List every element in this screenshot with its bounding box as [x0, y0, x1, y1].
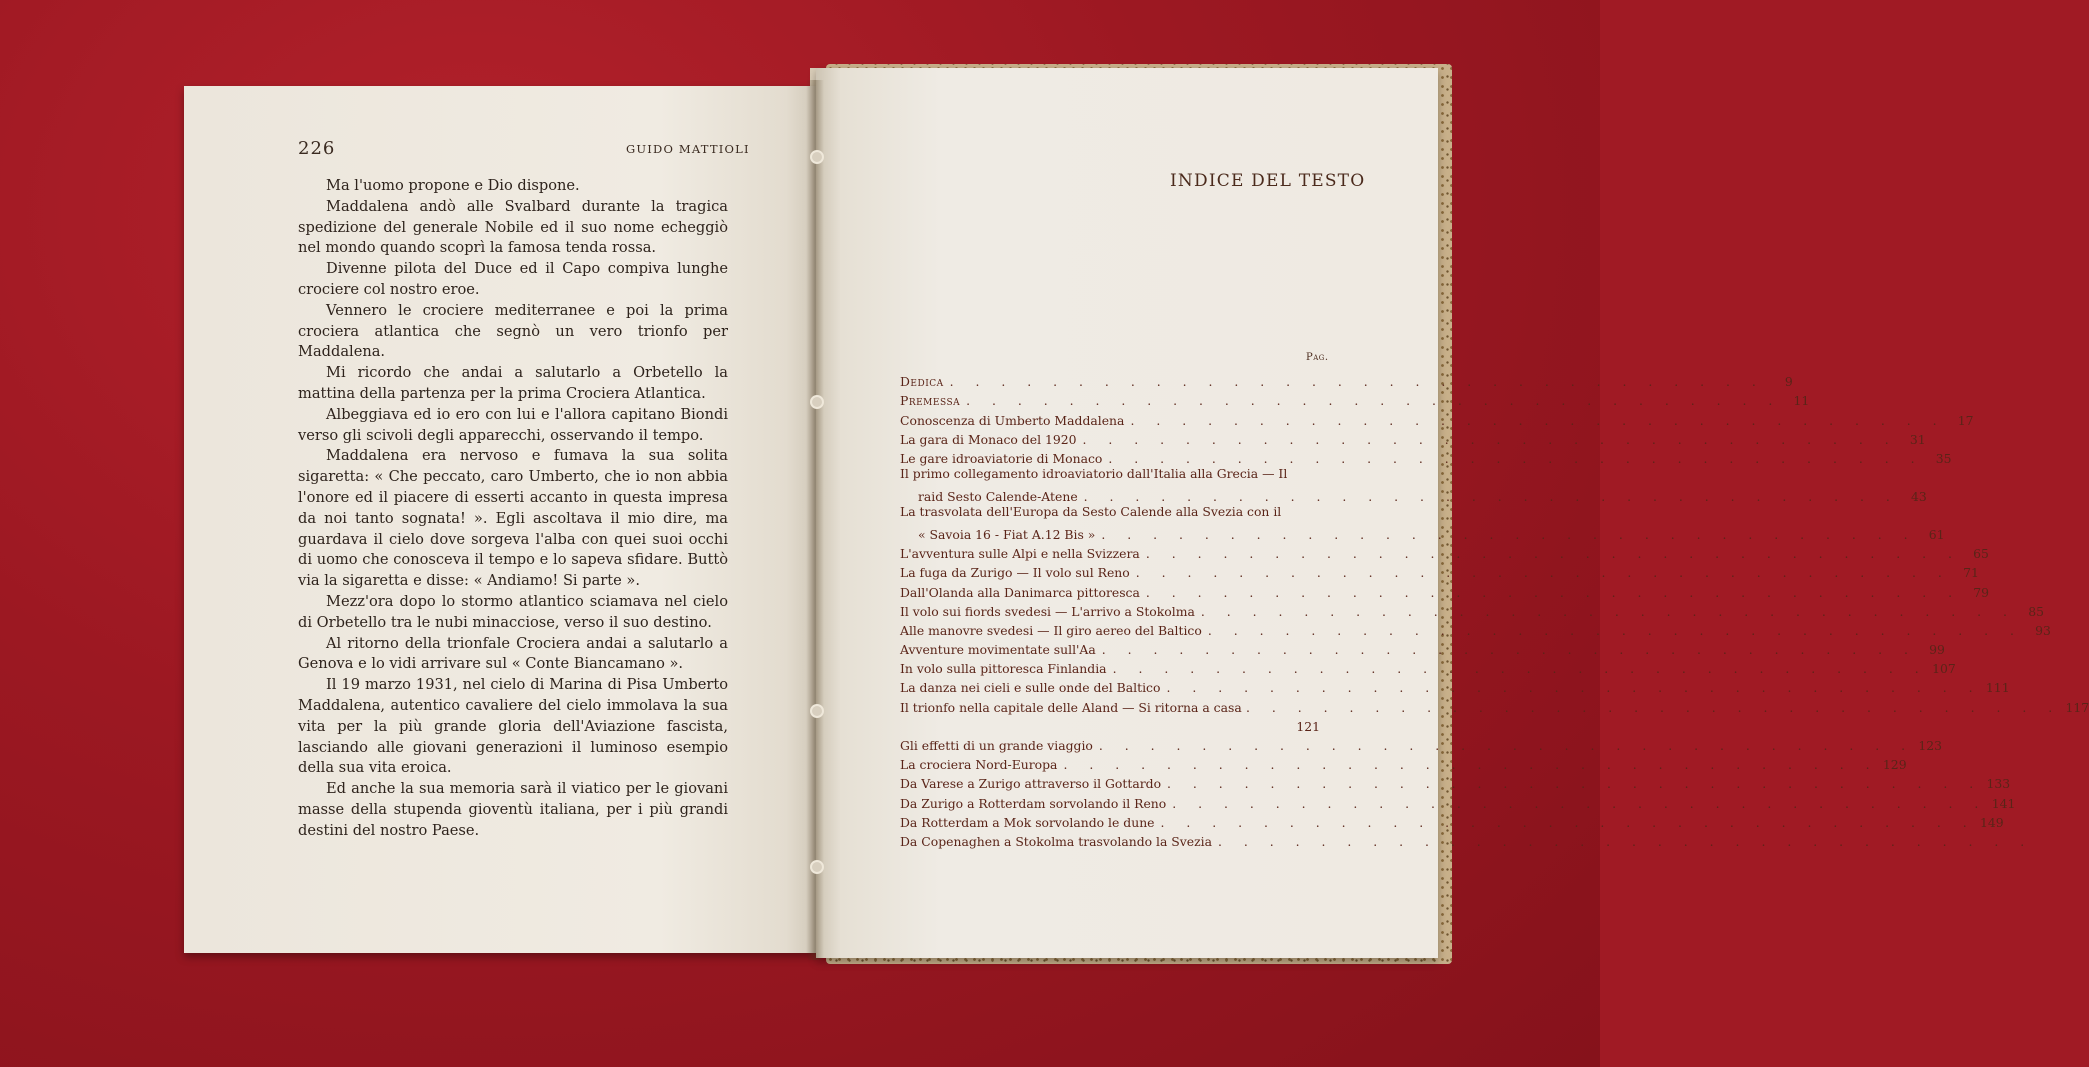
- toc-entry: [900, 811, 2004, 830]
- toc-entry-title: Da Rotterdam a Mok sorvolando le dune: [900, 814, 1155, 830]
- toc-leader-dots: . . . . . . . . . . . . . . . . . . . . . . . . . . . . . . . .: [1246, 699, 2062, 715]
- toc-leader-dots: . . . . . . . . . . . . . . . . . . . . . . . . . . . . . . . .: [1145, 546, 1961, 562]
- toc-leader-dots: . . . . . . . . . . . . . . . . . . . . . . . . . . . . . . . .: [1166, 680, 1982, 696]
- paragraph: Ma l'uomo propone e Dio dispone.: [326, 177, 580, 194]
- toc-entry: [900, 791, 2016, 811]
- toc-entry-title: Dall'Olanda alla Danimarca pittoresca: [900, 584, 1140, 600]
- toc-entry-page: 71: [1963, 565, 1979, 581]
- toc-leader-dots: . . . . . . . . . . . . . . . . . . . . . . . . . . . . . . . .: [1098, 738, 1915, 753]
- toc-entry-page: 111: [1985, 680, 2010, 696]
- toc-entry-title: Dedica: [900, 374, 944, 390]
- binding-stitch: [810, 395, 824, 409]
- toc-leader-dots: . . . . . . . . . . . . . . . . . . . . . . . . . . . . . . . .: [1082, 431, 1898, 447]
- paragraph: Divenne pilota del Duce ed il Capo compiva lunghe crociere col nostro eroe.: [298, 260, 728, 298]
- toc-entry-title: La gara di Monaco del 1920: [900, 431, 1077, 447]
- toc-entry-title: Il trionfo nella capitale delle Aland — Si ritorna a casa: [900, 699, 1242, 715]
- toc-entry: [900, 657, 1956, 677]
- toc-entry-title: Avventure movimentate sull'Aa: [900, 642, 1096, 658]
- toc-leader-dots: . . . . . . . . . . . . . . . . . . . . . . . . . . . . . . . .: [1112, 661, 1928, 677]
- paragraph: Il 19 marzo 1931, nel cielo di Marina di Pisa Umberto Maddalena, autentico cavaliere del cielo immolava la sua vita per la più grande gloria dell'Aviazione fascista, lasciando alle giovani generazioni il luminoso esempio della sua vita eroica.: [298, 676, 728, 777]
- toc-entry-page: 123: [1918, 738, 1943, 753]
- toc-entry-title: La trasvolata dell'Europa da Sesto Calende alla Svezia con il: [900, 503, 1282, 519]
- toc-entry: [900, 561, 1979, 581]
- toc-entry-page: 129: [1882, 757, 1907, 773]
- toc-entry: [900, 676, 2010, 696]
- binding-stitch: [810, 704, 824, 718]
- binding-stitch: [810, 860, 824, 874]
- toc-entry: [900, 753, 1907, 773]
- toc-entry-page: 121: [1296, 718, 1320, 734]
- paragraph: Maddalena era nervoso e fumava la sua solita sigaretta: « Che peccato, caro Umberto, che io non abbia l'onore ed il piacere di esserti accanto in questa impresa da noi tanto sognata! ». Egli ascoltava il mio dire, ma guardava il cielo dove sorgeva l'alba con quei suoi occhi di uomo che conosceva il tempo e lo sapeva sfidare. Buttò via la sigaretta e disse: « Andiamo! Si parte ».: [298, 447, 728, 590]
- toc-leader-dots: . . . . . . . . . . . . . . . . . . . . . . . . . . . . . . . .: [1135, 565, 1951, 581]
- toc-entry: [900, 542, 1989, 562]
- paragraph: Al ritorno della trionfale Crociera andai a salutarlo a Genova e lo vidi arrivare sul « Conte Biancamano ».: [298, 634, 728, 673]
- toc-entry: [900, 638, 1945, 658]
- toc-entry: [900, 772, 2011, 792]
- toc-entry-title: La crociera Nord-Europa: [900, 757, 1058, 773]
- toc-entry-title: Da Copenaghen a Stokolma trasvolando la Svezia: [900, 833, 1213, 849]
- toc-entry-page: 133: [1986, 776, 2011, 792]
- table-of-contents: [900, 370, 2089, 849]
- toc-leader-dots: . . . . . . . . . . . . . . . . . . . . . . . . . . . . . . . .: [1160, 814, 1976, 830]
- toc-entry: [900, 734, 1943, 753]
- toc-entry-page: 93: [2035, 622, 2051, 638]
- toc-entry-page: 141: [1991, 795, 2016, 811]
- toc-entry-title: La fuga da Zurigo — Il volo sul Reno: [900, 565, 1130, 581]
- toc-entry: [900, 715, 1320, 734]
- toc-leader-dots: . . . . . . . . . . . . . . . . . . . . . . . . . . . . . . . .: [1145, 584, 1962, 600]
- running-header-author: GUIDO MATTIOLI: [626, 142, 750, 156]
- toc-entry: [900, 830, 2034, 849]
- toc-leader-dots: . . . . . . . . . . . . . . . . . . . . . . . . . . . . . . . .: [949, 374, 1765, 390]
- toc-entry-title-cont: « Savoia 16 - Fiat A.12 Bis »: [918, 526, 1096, 542]
- toc-entry-title: L'avventura sulle Alpi e nella Svizzera: [900, 546, 1140, 562]
- toc-page-column-label: Pag.: [1306, 352, 1329, 363]
- toc-entry-page: 149: [1980, 814, 2004, 830]
- toc-entry-page: 9: [1784, 374, 1793, 390]
- toc-title: INDICE DEL TESTO: [1170, 171, 1366, 191]
- toc-entry-page: 35: [1935, 450, 1952, 466]
- toc-entry-page: 65: [1973, 546, 1989, 562]
- toc-leader-dots: . . . . . . . . . . . . . . . . . . . . . . . . . . . . . . . .: [1200, 603, 2016, 619]
- toc-leader-dots: . . . . . . . . . . . . . . . . . . . . . . . . . . . . . . . .: [1083, 488, 1899, 504]
- toc-entry-title: Alle manovre svedesi — Il giro aereo del Baltico: [900, 622, 1202, 638]
- paragraph: Albeggiava ed io ero con lui e l'allora capitano Biondi verso gli scivoli degli apparecchi, osservando il tempo.: [298, 405, 728, 444]
- toc-entry-page: 117: [2065, 699, 2089, 715]
- toc-leader-dots: . . . . . . . . . . . . . . . . . . . . . . . . . . . . . . . .: [1130, 412, 1946, 428]
- toc-entry: [900, 695, 2089, 715]
- toc-entry-title: Conoscenza di Umberto Maddalena: [900, 412, 1125, 428]
- toc-leader-dots: . . . . . . . . . . . . . . . . . . . . . . . . . . . . . . . .: [966, 393, 1782, 409]
- paragraph: Mi ricordo che andai a salutarlo a Orbetello la mattina della partenza per la prima Crociera Atlantica.: [298, 364, 728, 402]
- toc-entry: [900, 465, 1927, 504]
- toc-entry-page: 85: [2028, 603, 2044, 619]
- toc-entry-page: 43: [1911, 488, 1927, 504]
- toc-entry-page: 61: [1928, 526, 1945, 542]
- book-gutter: [806, 80, 824, 960]
- toc-entry-title: Premessa: [900, 393, 961, 409]
- toc-entry-title: Le gare idroaviatorie di Monaco: [900, 450, 1103, 466]
- toc-entry-title: Gli effetti di un grande viaggio: [900, 738, 1093, 753]
- toc-leader-dots: . . . . . . . . . . . . . . . . . . . . . . . . . . . . . . . .: [1108, 450, 1924, 466]
- toc-entry: [900, 428, 1926, 447]
- toc-entry-page: 99: [1929, 642, 1945, 658]
- left-page-body-text: [298, 176, 728, 842]
- toc-leader-dots: . . . . . . . . . . . . . . . . . . . . . . . . . . . . . . . .: [1063, 757, 1879, 773]
- paragraph: Maddalena andò alle Svalbard durante la tragica spedizione del generale Nobile ed il suo nome echeggiò nel mondo quando scoprì la famosa tenda rossa.: [298, 197, 728, 257]
- paragraph: Mezz'ora dopo lo stormo atlantico sciamava nel cielo di Orbetello tra le nubi minacciose, verso il suo destino.: [298, 592, 728, 631]
- paragraph: Vennero le crociere mediterranee e poi la prima crociera atlantica che segnò un vero trionfo per Maddalena.: [298, 301, 728, 361]
- toc-leader-dots: . . . . . . . . . . . . . . . . . . . . . . . . . . . . . . . .: [1101, 642, 1917, 658]
- toc-entry: [900, 370, 1793, 390]
- toc-entry-page: 79: [1973, 584, 1990, 600]
- toc-entry-page: 11: [1793, 393, 1810, 409]
- toc-entry-title: Da Zurigo a Rotterdam sorvolando il Reno: [900, 795, 1167, 811]
- toc-entry: [900, 447, 1952, 466]
- toc-entry-title-cont: raid Sesto Calende-Atene: [918, 488, 1078, 504]
- toc-entry: [900, 389, 1810, 409]
- paragraph: Ed anche la sua memoria sarà il viatico per le giovani masse della stupenda gioventù italiana, per i più grandi destini del nostro Paese.: [298, 780, 728, 839]
- toc-entry: [900, 619, 2051, 638]
- toc-entry-title: In volo sulla pittoresca Finlandia: [900, 661, 1107, 677]
- toc-leader-dots: . . . . . . . . . . . . . . . . . . . . . . . . . . . . . . . .: [1207, 622, 2023, 638]
- toc-entry-page: 31: [1909, 431, 1926, 447]
- toc-entry: [900, 408, 1974, 428]
- toc-entry: [900, 580, 1990, 600]
- toc-entry-page: 107: [1932, 661, 1956, 677]
- toc-entry-title: Il primo collegamento idroaviatorio dall'Italia alla Grecia — Il: [900, 465, 1288, 481]
- toc-entry-title: Da Varese a Zurigo attraverso il Gottardo: [900, 776, 1162, 792]
- toc-entry-title: Il volo sui fiords svedesi — L'arrivo a Stokolma: [900, 603, 1195, 619]
- toc-leader-dots: . . . . . . . . . . . . . . . . . . . . . . . . . . . . . . . .: [1101, 526, 1917, 542]
- toc-leader-dots: . . . . . . . . . . . . . . . . . . . . . . . . . . . . . . . .: [1218, 833, 2034, 849]
- binding-stitch: [810, 150, 824, 164]
- page-number: 226: [298, 138, 336, 159]
- toc-entry-title: La danza nei cieli e sulle onde del Baltico: [900, 680, 1161, 696]
- toc-entry: [900, 503, 1945, 542]
- toc-entry-page: 17: [1957, 412, 1974, 428]
- toc-entry: [900, 600, 2044, 619]
- toc-leader-dots: . . . . . . . . . . . . . . . . . . . . . . . . . . . . . . . .: [1167, 776, 1983, 792]
- toc-leader-dots: . . . . . . . . . . . . . . . . . . . . . . . . . . . . . . . .: [1172, 795, 1988, 811]
